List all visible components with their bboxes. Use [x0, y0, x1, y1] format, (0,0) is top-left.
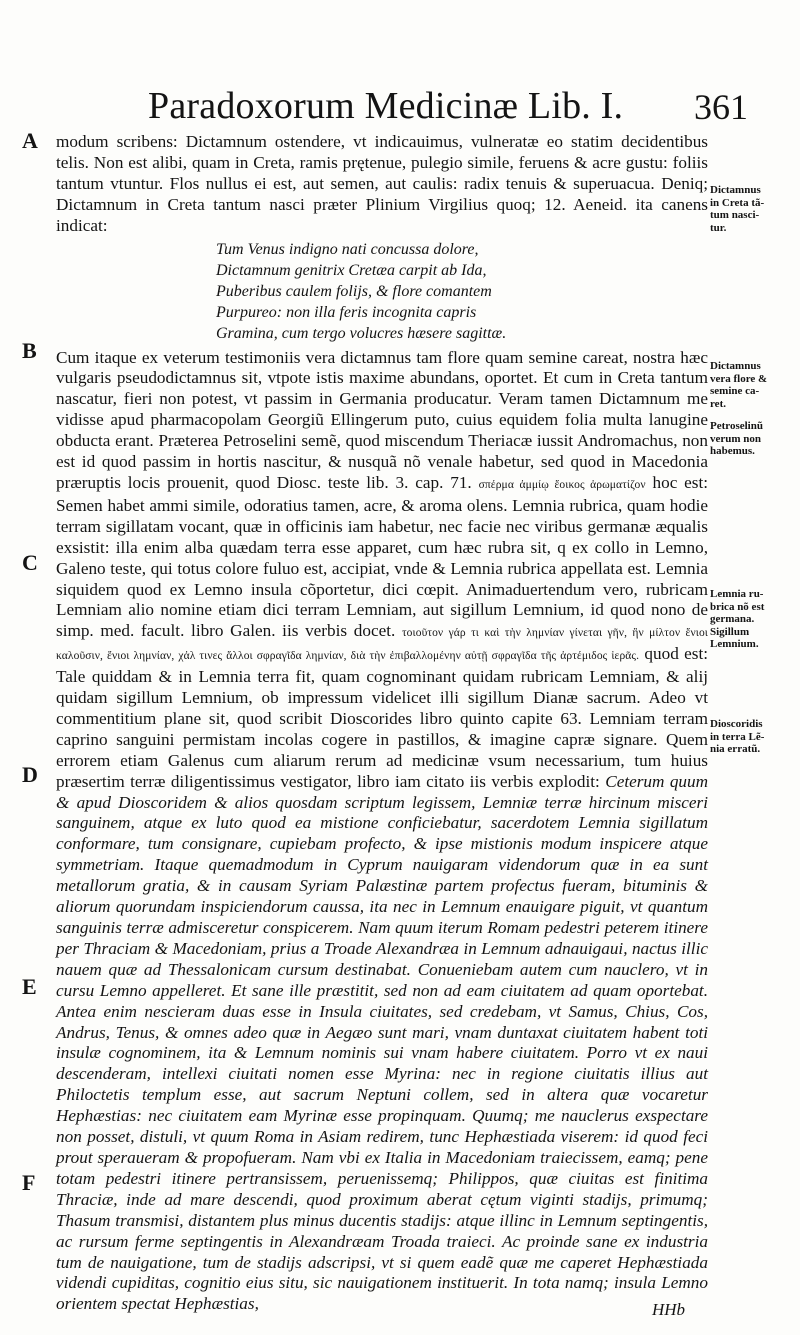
margin-note-lemnia-rubrica [710, 588, 798, 651]
page-number: 361 [694, 87, 748, 127]
margin-note-line: in terra Lẽ- [710, 730, 765, 743]
margin-note-line: vera flore & [710, 372, 768, 385]
margin-note-line: tum nasci- [710, 209, 760, 221]
running-title: Paradoxorum Medicinæ Lib. I. [148, 85, 624, 127]
margin-note-line: ret. [710, 397, 726, 410]
margin-note-dioscoridis-erratum [710, 718, 798, 756]
main-text [56, 132, 708, 1315]
section-letter-e: E [22, 974, 37, 999]
page-header [148, 84, 748, 130]
section-letter-f: F [22, 1170, 36, 1195]
section-letter-a: A [22, 128, 38, 153]
paragraph-b-continued: hoc est: Semen habet ammi simile, odoratius tamen, acre, & aroma olens. Lemnia rubrica, quam hodie terram sigillatam vocant, quæ in officinis iam habetur, nec facie nec viribus germanæ æqualis exsistit: illa enim alba quædam terra esse apparet, cum hæc rubra sit, q ex collo in Lemno, Galeno teste, qui totus colore fuluo est, accipiat, vnde & Lemnia rubrica appellata est. Lemnia siquidem quod ex Lemno insula cõportetur, dici cœpit. Animaduertendum vero, rubricam Lemniam alio nomine etiam dici terram Lemniam, aut sigillum Lemnium, id quod nono de simp. med. facult. libro Galen. iis verbis docet. [56, 472, 709, 641]
margin-note-line: Dictamnus [710, 184, 761, 196]
margin-note-line: tur. [710, 221, 727, 234]
margin-note-line: in Creta tã- [710, 196, 765, 209]
verse-line: Tum Venus indigno nati concussa dolore, [216, 240, 479, 258]
margin-note-dictamnus-vera [710, 360, 798, 410]
margin-note-line: nia erratũ. [710, 743, 761, 755]
paragraph-b [56, 348, 708, 1316]
margin-note-line: verum non [710, 432, 762, 445]
verse-line: Gramina, cum tergo volucres hæsere sagittæ. [216, 325, 507, 343]
margin-note-line: habemus. [710, 445, 755, 457]
verse-line: Purpureo: non illa feris incognita capris [216, 304, 477, 322]
paragraph-b-text: Cum itaque ex veterum testimoniis vera dictamnus tam flore quam semine careat, nostra hæc vulgaris pseudodictamnus sit, vtpote istis maxime abundans, oportet. Et cum in Creta tantum nascatur, fieri non potest, vt passim in Germania producatur. Veram tamen Dictamnum me vidisse apud pharmacopolam Georgiũ Ellingerum puto, cuius equidem folia multa lanugine obducta erant. Præterea Petroselini semẽ, quod miscendum Theriacæ iussit Andromachus, non est id quod passim in hortis nascitur, & nusquã nõ venale habetur, sed quod in Macedonia præruptis locis prouenit, quod Diosc. teste lib. 3. cap. 71. [56, 347, 708, 492]
margin-note-line: Lemnia ru- [710, 588, 764, 600]
verse-line: Puberibus caulem folijs, & flore comantem [216, 282, 492, 300]
margin-note-line: semine ca- [710, 385, 760, 397]
verse-quote [216, 239, 708, 345]
greek-quote-dioscorides: σπέρμα ἀμμίῳ ἔοικος ἀρωματίζον [478, 478, 646, 491]
greek-quote-galen: τοιοῦτον γάρ τι καὶ τὴν λημνίαν γίνεται γῆν, ἣν μίλτον ἔνιοι καλοῦσιν, ἔνιοι λημνίαν, χἀλ τινες ἄλλοι σφραγῖδα λημνίαν, διὰ τὴν ἐπιβαλλομένην αὐτῇ σφραγῖδα τῆς ἀρτέμιδος ἱερᾶς. [56, 627, 708, 663]
section-letter-c: C [22, 550, 38, 575]
margin-note-line: Lemnium. [710, 638, 759, 650]
section-letter-b: B [22, 338, 37, 363]
margin-note-petroselinum [710, 420, 798, 458]
margin-note-line: Petroselinũ [710, 420, 763, 432]
margin-note-line: Sigillum [710, 625, 750, 638]
verse-line: Dictamnum genitrix Cretæa carpit ab Ida, [216, 261, 487, 279]
paragraph-a: modum scribens: Dictamnum ostendere, vt indicauimus, vulneratæ eo statim decidentibus telis. Non est alibi, quam in Creta, ramis prętenue, pulegio simile, feruens & acre gustu: foliis tantum vtuntur. Flos nullus ei est, aut semen, aut caulis: radix tenuis & superuacua. Deniq; Dictamnum in Creta tantum nasci præter Plinium Virgilius quoq; 12. Aeneid. ita canens indicat: [56, 132, 708, 235]
margin-note-line: Dioscoridis [710, 718, 763, 730]
galen-quotation: Ceterum quum & apud Dioscoridem & alios quosdam scriptum legissem, Lemniæ terræ hircinum misceri sanguinem, atque ex luto quod ea mistione conficiebatur, sacerdotem Lemnia sigillatum conformare, tum consignare, cupiebam profecto, & ipse mistionis modum inspicere atque symmetriam. Itaque quemadmodum in Cyprum nauigaram videndorum quæ in ea sunt metallorum gratia, & in causam Syriam Palæstinæ partem profectus fueram, bituminis & aliorum quorundam inspiciendorum caussa, ita nec in Lemnum enauigare piguit, vt quantum sanguinis terræ admisceretur conspicerem. Nam quum iterum Romam pedestri peterem itinere per Thraciam & Macedoniam, prius a Troade Alexandræa in Lemnum adnauigaui, nactus illic nauem quæ ad Thessalonicam cursum destinabat. Conueniebam autem cum nauclero, vt in cursu Lemno appelleret. Et sane ille præstitit, sed non ad eam ciuitatem ad quam oportebat. Antea enim nescieram duas esse in Insula ciuitates, sed credebam, vt Samus, Chius, Cos, Andrus, Tenus, & omnes adeo quæ in Aegæo sunt mari, vnam duntaxat ciuitatem habent toti insulæ cognominem, ita & Lemnum nominis sui vnam habere ciuitatem. Porro vt ex naui descenderam, intellexi ciuitati nomen esse Myrina: nec in regione ciuitatis illius aut Philoctetis templum esse, aut sacrum Neptuni collem, sed in altera quæ vocaretur Hephæstias: nec ciuitatem eam Myrinæ esse propinquam. Quumq; me nauclerus exspectare non posset, distuli, vt quum Roma in Asiam redirem, tunc Hephæstiada viserem: id quod feci prout speraueram & propofueram. Nam vbi ex Italia in Macedoniam traiecissem, eamq; pene totam pedestri itinere pertransissem, peruenissemq; Philippos, quæ ciuitas est finitima Thraciæ, inde ad mare descendi, quod proximum aberat cętum viginti stadijs, primumq; Thasum transmisi, distantem plus minus ducentis stadijs: atque illinc in Lemnum septingentis, ac rursum ferme septingentis in Alexandræam Troada traieci. Ac proinde sane ex industria tum de nauigatione, tum de stadijs adscripsi, vt si quem eadẽ quæ me caperet Hephæstiada videndi cupiditas, cognitio eius situ, sic nauigationem instituerit. In tota namq; insula Lemno orientem spectat Hephæstias, [56, 771, 709, 1314]
signature-mark: HHb [652, 1300, 686, 1319]
section-letter-d: D [22, 762, 38, 787]
margin-note-line: brica nõ est [710, 600, 765, 613]
paragraph-c-continued: quod est: Tale quiddam & in Lemnia terra fit, quam cognominant quidam rubricam Lemniam, & alij quidam sigillum Lemnium, ob impressum videlicet illi sigillum Dianæ sacrum. Adeo vt commentitium plane sit, quod scribit Dioscorides libro quinto capite 63. Lemniam terram caprino sanguini permistam incolas cogere in pastillos, & imagine capræ signare. Quem errorem etiam Galenus cum aliarum rerum ad medicinæ vsum necessarium, tum huius præsertim terræ diligentissimus vestigator, libro iam citato iis verbis explodit: [56, 644, 709, 791]
margin-note-line: germana. [710, 613, 755, 625]
margin-note-dictamnus-creta [710, 184, 798, 234]
margin-note-line: Dictamnus [710, 360, 761, 372]
